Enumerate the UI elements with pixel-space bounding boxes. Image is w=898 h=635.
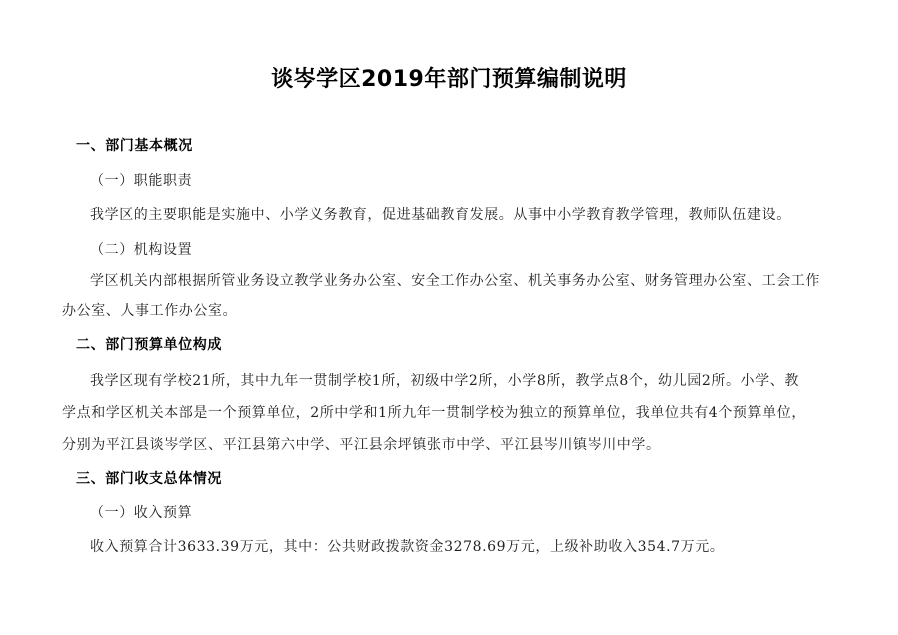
section-heading-budget-units: 二、部门预算单位构成: [76, 337, 222, 353]
subsection-label-organization: （二）机构设置: [90, 242, 193, 258]
paragraph-line: 学点和学区机关本部是一个预算单位，2所中学和1所九年一贯制学校为独立的预算单位，我单位共有4个预算单位，: [62, 405, 806, 421]
subsection-label-functions: （一）职能职责: [90, 173, 193, 189]
paragraph-line: 我学区现有学校21所，其中九年一贯制学校1所，初级中学2所，小学8所，教学点8个，幼儿园2所。小学、教: [90, 373, 799, 389]
paragraph-line: 学区机关内部根据所管业务设立教学业务办公室、安全工作办公室、机关事务办公室、财务管理办公室、工会工作: [90, 273, 820, 289]
subsection-label-income-budget: （一）收入预算: [90, 505, 193, 521]
section-heading-basic-overview: 一、部门基本概况: [76, 138, 193, 154]
paragraph-line: 我学区的主要职能是实施中、小学义务教育，促进基础教育发展。从事中小学教育教学管理，教师队伍建设。: [90, 207, 791, 223]
paragraph-line: 办公室、人事工作办公室。: [62, 303, 238, 319]
paragraph-line: 收入预算合计3633.39万元，其中：公共财政拨款资金3278.69万元，上级补助收入354.7万元。: [90, 539, 725, 555]
paragraph-line: 分别为平江县谈岑学区、平江县第六中学、平江县余坪镇张市中学、平江县岑川镇岑川中学。: [62, 437, 661, 453]
section-heading-revenue-expenditure: 三、部门收支总体情况: [76, 471, 222, 487]
document-title: 谈岑学区2019年部门预算编制说明: [271, 67, 627, 92]
